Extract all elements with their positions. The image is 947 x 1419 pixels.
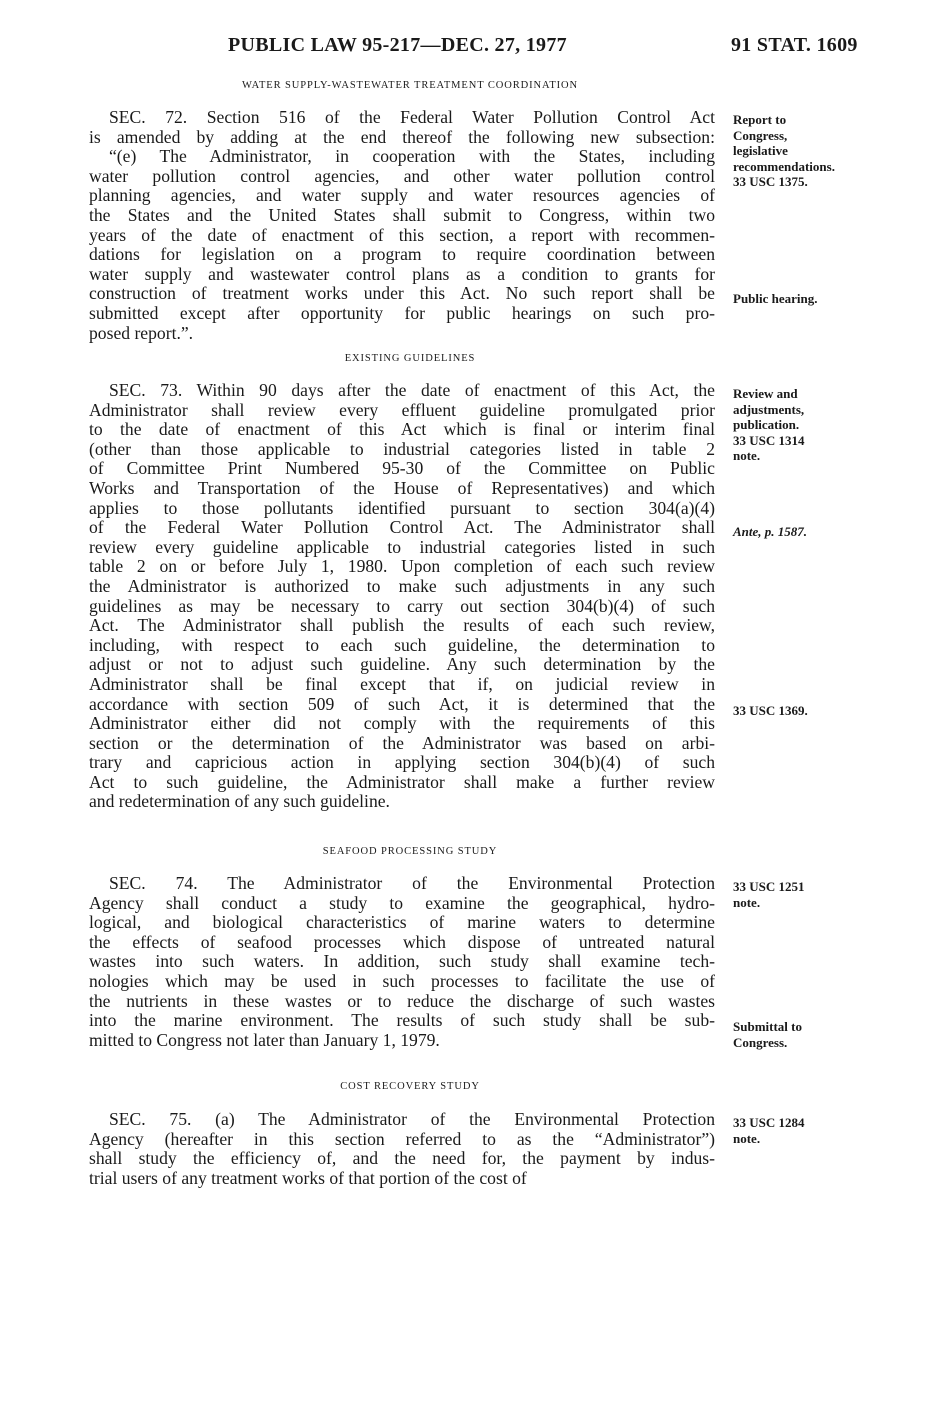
text-line — [89, 577, 715, 597]
margin-note-line: 33 USC 1375. — [733, 174, 808, 190]
line-text: Agency shall conduct a study to examine the geographical, hydro- — [89, 893, 715, 913]
line-text: water supply and wastewater control plans as a condition to grants for — [89, 264, 715, 284]
section-label: SEC. — [109, 381, 146, 400]
margin-note — [733, 291, 858, 307]
margin-note — [733, 1115, 858, 1146]
line-text: is amended by adding at the end thereof the following new subsection: — [89, 127, 715, 147]
margin-note — [733, 879, 858, 910]
margin-note-line: Congress. — [733, 1034, 788, 1050]
text-line — [89, 695, 715, 715]
margin-note-line: Congress, — [733, 127, 788, 143]
line-text: 72. Section 516 of the Federal Water Pollution Control Act — [145, 108, 715, 127]
line-text: review every guideline applicable to industrial categories listed in such — [89, 537, 715, 557]
margin-note — [733, 524, 858, 540]
line-text: mitted to Congress not later than January 1, 1979. — [89, 1030, 440, 1050]
margin-note-line: 33 USC 1369. — [733, 703, 808, 718]
line-text: the effects of seafood processes which dispose of untreated natural — [89, 932, 715, 952]
section-body-72 — [89, 108, 715, 343]
margin-note-line: note. — [733, 1130, 761, 1146]
line-text: wastes into such waters. In addition, such study shall examine tech- — [89, 952, 715, 972]
margin-note-line: Report to — [733, 112, 787, 127]
text-line — [89, 992, 715, 1012]
line-text: 73. Within 90 days after the date of enactment of this Act, the — [145, 381, 715, 400]
text-line — [89, 538, 715, 558]
section-heading: SEAFOOD PROCESSING STUDY — [322, 846, 498, 857]
line-text: and redetermination of any such guideline. — [89, 792, 390, 812]
section-heading: COST RECOVERY STUDY — [340, 1081, 480, 1092]
line-text: table 2 on or before July 1, 1980. Upon completion of each such review — [89, 557, 715, 577]
text-line — [89, 557, 715, 577]
text-line — [89, 952, 715, 972]
text-line — [89, 1011, 715, 1031]
line-text: to the date of enactment of this Act which is final or interim final — [89, 420, 715, 440]
line-text: Administrator shall review every effluent guideline promulgated prior — [89, 400, 715, 420]
margin-note-line: adjustments, — [733, 401, 805, 417]
text-line — [89, 1149, 715, 1169]
section-body-74 — [89, 874, 715, 1050]
margin-note-line: 33 USC 1284 — [733, 1115, 805, 1130]
line-text: construction of treatment works under this Act. No such report shall be — [89, 284, 715, 304]
line-text: logical, and biological characteristics of marine waters to determine — [89, 913, 715, 933]
text-line — [89, 518, 715, 538]
line-text: of Committee Print Numbered 95-30 of the Committee on Public — [89, 459, 715, 479]
section-heading: EXISTING GUIDELINES — [344, 353, 476, 364]
text-line — [89, 874, 715, 894]
running-header-stat-page: 91 STAT. 1609 — [731, 34, 858, 56]
margin-note — [733, 703, 858, 719]
margin-note — [733, 386, 858, 464]
text-line — [89, 108, 715, 128]
section-heading: WATER SUPPLY-WASTEWATER TREATMENT COORDINATION — [241, 80, 578, 91]
line-text: trary and capricious action in applying section 304(b)(4) of such — [89, 753, 715, 773]
line-text: the Administrator is authorized to make such adjustments in any such — [89, 576, 715, 596]
text-line — [89, 773, 715, 793]
line-text: 75. (a) The Administrator of the Environmental Protection — [145, 1110, 715, 1129]
text-line — [89, 499, 715, 519]
text-line — [89, 167, 715, 187]
line-text: including, with respect to each such guideline, the determination to — [89, 635, 715, 655]
text-line — [89, 206, 715, 226]
margin-note-line: publication. — [733, 417, 800, 433]
line-text: posed report.”. — [89, 323, 194, 343]
text-line — [89, 1169, 715, 1189]
text-line — [89, 284, 715, 304]
text-line — [89, 655, 715, 675]
text-line — [89, 245, 715, 265]
text-line — [89, 459, 715, 479]
line-text: dations for legislation on a program to require coordination between — [89, 245, 715, 265]
text-line — [89, 226, 715, 246]
line-text: guidelines as may be necessary to carry out section 304(b)(4) of such — [89, 596, 715, 616]
text-line — [89, 933, 715, 953]
text-line — [89, 913, 715, 933]
text-line — [89, 1031, 715, 1051]
margin-note-line: note. — [733, 448, 761, 464]
margin-note — [733, 112, 858, 190]
text-line — [89, 324, 715, 344]
line-text: section or the determination of the Administrator was based on arbi- — [89, 733, 715, 753]
line-text: (other than those applicable to industrial categories listed in table 2 — [89, 439, 715, 459]
section-label: SEC. — [109, 874, 146, 893]
line-text: trial users of any treatment works of that portion of the cost of — [89, 1168, 527, 1188]
section-label: SEC. — [109, 1110, 146, 1129]
line-text: into the marine environment. The results of such study shall be sub- — [89, 1011, 715, 1031]
text-line — [89, 186, 715, 206]
line-text: adjust or not to adjust such guideline. Any such determination by the — [89, 655, 715, 675]
margin-note-line: recommendations. — [733, 158, 835, 174]
line-text: submitted except after opportunity for public hearings on such pro- — [89, 303, 715, 323]
line-text: “(e) The Administrator, in cooperation with the States, including — [109, 147, 715, 167]
text-line — [89, 420, 715, 440]
line-text: the nutrients in these wastes or to reduce the discharge of such wastes — [89, 991, 715, 1011]
line-text: the States and the United States shall submit to Congress, within two — [89, 205, 715, 225]
text-line — [89, 1130, 715, 1150]
line-text: planning agencies, and water supply and water resources agencies of — [89, 186, 715, 206]
section-body-73 — [89, 381, 715, 812]
text-line — [89, 597, 715, 617]
text-line — [89, 734, 715, 754]
line-text: accordance with section 509 of such Act, it is determined that the — [89, 694, 715, 714]
text-line — [89, 479, 715, 499]
text-line — [89, 128, 715, 148]
line-text: Works and Transportation of the House of Representatives) and which — [89, 478, 715, 498]
margin-note-line: Public hearing. — [733, 291, 818, 306]
line-text: applies to those pollutants identified pursuant to section 304(a)(4) — [89, 498, 715, 518]
line-text: Administrator shall be final except that if, on judicial review in — [89, 674, 715, 694]
text-line — [89, 401, 715, 421]
text-line — [89, 714, 715, 734]
line-text: nologies which may be used in such processes to facilitate the use of — [89, 971, 715, 991]
margin-note-line: legislative — [733, 143, 788, 159]
text-line — [89, 381, 715, 401]
text-line — [89, 616, 715, 636]
text-line — [89, 675, 715, 695]
text-line — [89, 792, 715, 812]
line-text: shall study the efficiency of, and the need for, the payment by indus- — [89, 1149, 715, 1169]
margin-note-line: 33 USC 1251 — [733, 879, 805, 894]
text-line — [89, 636, 715, 656]
margin-note-italic: Ante, p. 1587. — [733, 524, 808, 539]
text-line — [89, 440, 715, 460]
text-line — [89, 147, 715, 167]
running-header-title: PUBLIC LAW 95-217—DEC. 27, 1977 — [228, 34, 567, 56]
text-line — [89, 753, 715, 773]
line-text: Act. The Administrator shall publish the results of each such review, — [89, 616, 715, 636]
line-text: years of the date of enactment of this section, a report with recommen- — [89, 225, 715, 245]
text-line — [89, 972, 715, 992]
margin-note-line: Review and — [733, 386, 798, 401]
text-line — [89, 894, 715, 914]
margin-note-line: note. — [733, 894, 761, 910]
section-body-75 — [89, 1110, 715, 1188]
text-line — [89, 304, 715, 324]
text-line — [89, 265, 715, 285]
line-text: 74. The Administrator of the Environmental Protection — [145, 874, 715, 893]
line-text: of the Federal Water Pollution Control Act. The Administrator shall — [89, 518, 715, 538]
text-line — [89, 1110, 715, 1130]
line-text: Agency (hereafter in this section referred to as the “Administrator”) — [89, 1129, 715, 1149]
margin-note — [733, 1019, 858, 1050]
margin-note-line — [733, 524, 858, 540]
line-text: water pollution control agencies, and other water pollution control — [89, 166, 715, 186]
margin-note-line: 33 USC 1314 — [733, 432, 805, 448]
line-text: Act to such guideline, the Administrator shall make a further review — [89, 772, 715, 792]
margin-note-line: Submittal to — [733, 1019, 802, 1034]
section-label: SEC. — [109, 108, 146, 127]
line-text: Administrator either did not comply with the requirements of this — [89, 714, 715, 734]
